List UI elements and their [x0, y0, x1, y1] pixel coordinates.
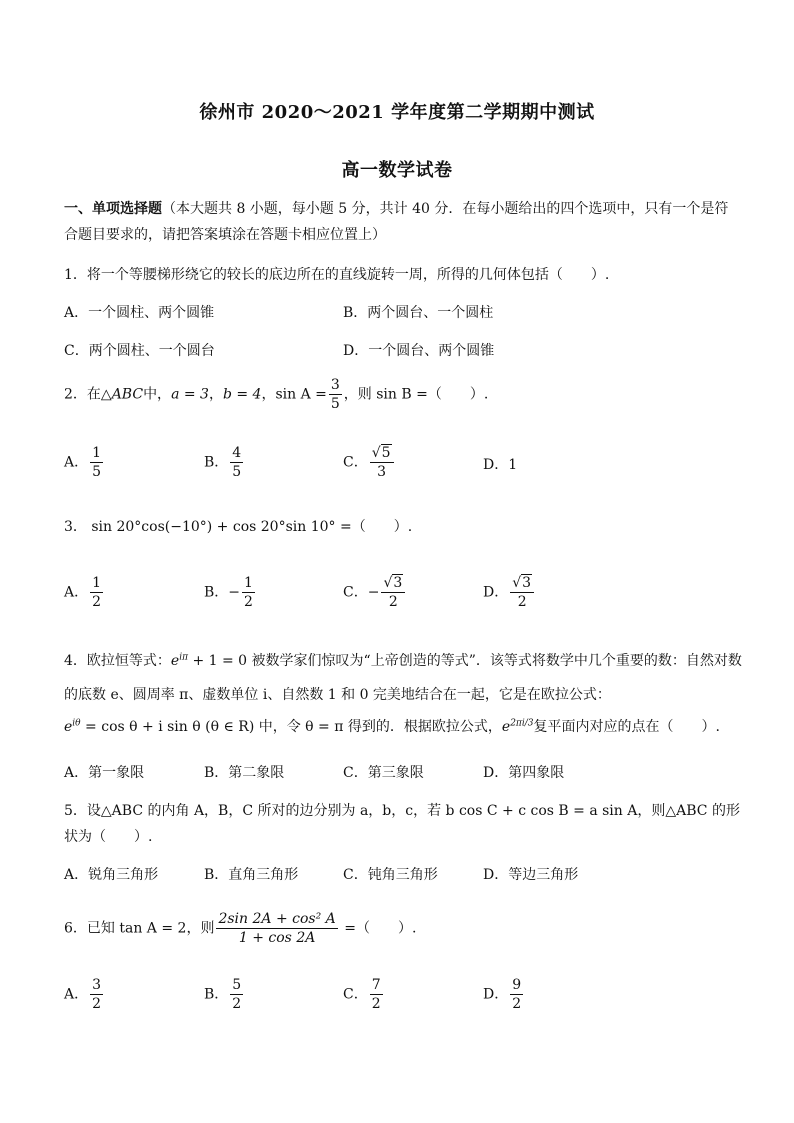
q3-stem: 3． sin 20°cos(−10°) + cos 20°sin 10° =（ ）. [64, 519, 413, 535]
q4-option-a: A．第一象限 [64, 765, 145, 781]
q3-a-den: 2 [92, 594, 102, 610]
exam-subtitle: 高一数学试卷 [341, 160, 453, 181]
q3-c-label: C． [343, 584, 368, 601]
q3-b-num: 1 [244, 575, 253, 591]
q1-stem: 1．将一个等腰梯形绕它的较长的底边所在的直线旋转一周，所得的几何体包括（ ）. [64, 267, 610, 283]
q6-d-num: 9 [512, 977, 522, 993]
q2-b-label: B． [204, 454, 229, 471]
q2-frac-num: 3 [330, 377, 340, 393]
q4-intro: 4．欧拉恒等式： [64, 653, 171, 669]
q6-d-frac [510, 976, 523, 1013]
section-instruction-text: （本大题共 8 小题，每小题 5 分，共计 40 分．在每小题给出的四个选项中，只有一个是符合题目要求的，请把答案填涂在答题卡相应位置上） [64, 201, 729, 243]
q3-b-label: B． [204, 584, 229, 601]
q4-euler-exp: iθ [72, 718, 81, 729]
q6-c-label: C． [343, 986, 368, 1003]
q2-c-rad: 5 [381, 445, 391, 461]
q6-c-num: 7 [371, 977, 381, 993]
q4-e-exp: iπ [179, 652, 189, 663]
q6-num: 2sin 2A + cos² A [218, 911, 336, 927]
q3-c-frac [381, 574, 405, 611]
q4-euler-formula: = cos θ + i sin θ (θ ∈ R) 中，令 θ = π 得到的．根据欧拉公式， [80, 719, 502, 735]
q6-a-den: 2 [92, 996, 102, 1012]
q6-fraction [216, 910, 337, 947]
q6-option-b [204, 976, 245, 1013]
q2-c-label: C． [343, 454, 368, 471]
q4-euler-e: e [64, 719, 73, 735]
q5-line-1: 5．设△ABC 的内角 A，B，C 所对的边分别为 a，b，c，若 b cos C + c cos B = a sin A，则△ABC 的形 [64, 803, 740, 819]
q2-fraction [329, 376, 342, 413]
q3-option-c [343, 574, 407, 611]
q2-a-den: 5 [92, 464, 102, 480]
q2-stem: 2．在△ABC中，a = 3，b = 4，sin A = $\frac{3}{5}$ ，则 sin B =（ ）. [64, 377, 489, 412]
q2-option-b [204, 444, 245, 481]
q3-d-frac [510, 574, 534, 611]
q4-e2: e [501, 719, 511, 735]
q6-post: =（ ）. [339, 920, 417, 937]
q2-b-num: 4 [232, 445, 242, 461]
q5-option-a: A．锐角三角形 [64, 867, 159, 883]
q6-stem [64, 910, 416, 947]
q4-option-b: B．第二象限 [204, 765, 285, 781]
q1-option-a: A．一个圆柱、两个圆锥 [64, 305, 215, 321]
q3-c-rad: 3 [393, 575, 403, 591]
q2-a-eq: a = 3 [171, 386, 209, 403]
q2-tail: ，则 sin B =（ ）. [343, 386, 489, 403]
q6-b-den: 2 [232, 996, 242, 1012]
q2-mid: 中， [143, 386, 172, 403]
q2-triangle: ABC [111, 386, 144, 403]
q2-a-num: 1 [92, 445, 102, 461]
section-heading: 一、单项选择题 [64, 201, 162, 217]
q4-line-1-text: + 1 = 0 被数学家们惊叹为“上帝创造的等式”．该等式将数学中几个重要的数：自然对数 [188, 653, 742, 669]
q6-option-a [64, 976, 105, 1013]
q3-c-num: √3 [383, 575, 403, 591]
q3-a-label: A． [64, 584, 89, 601]
q2-b-den: 5 [232, 464, 242, 480]
q4-line-3-tail: 复平面内对应的点在（ ）. [533, 719, 720, 735]
q6-d-label: D． [483, 986, 509, 1003]
q6-a-num: 3 [92, 977, 102, 993]
q5-option-c: C．钝角三角形 [343, 867, 438, 883]
q6-c-den: 2 [371, 996, 381, 1012]
q2-c-num: √5 [371, 445, 391, 461]
q3-d-den: 2 [510, 592, 534, 611]
q3-b-frac [242, 574, 255, 611]
q3-c-den: 2 [381, 592, 405, 611]
q5-option-b: B．直角三角形 [204, 867, 299, 883]
q6-d-den: 2 [512, 996, 522, 1012]
exam-title: 徐州市 2020～2021 学年度第二学期期中测试 [199, 102, 595, 123]
section-instructions [64, 196, 732, 248]
q3-option-a [64, 574, 105, 611]
q4-line-2: 的底数 e、圆周率 π、虚数单位 i、自然数 1 和 0 完美地结合在一起，它是在欧拉公式： [64, 687, 611, 703]
q2-c-den: 3 [370, 462, 394, 481]
q4-option-d: D．第四象限 [483, 765, 565, 781]
q6-b-frac [230, 976, 243, 1013]
q2-sinA: sin A = [275, 386, 327, 403]
q2-a-label: A． [64, 454, 89, 471]
q4-option-c: C．第三象限 [343, 765, 424, 781]
q3-b-sign: − [228, 584, 241, 601]
q3-d-num: √3 [512, 575, 532, 591]
q6-pre: 6．已知 tan A = 2，则 [64, 920, 215, 937]
q2-b-eq: b = 4 [222, 386, 262, 403]
q2-frac-den: 5 [330, 396, 340, 412]
q1-option-d: D．一个圆台、两个圆锥 [343, 343, 495, 359]
q2-c-frac [370, 444, 394, 481]
q1-option-c: C．两个圆柱、一个圆台 [64, 343, 215, 359]
q3-b-den: 2 [244, 594, 253, 610]
q4-line-1 [64, 650, 742, 670]
q6-a-frac [90, 976, 103, 1013]
q2-option-d: D．1 [483, 457, 518, 473]
q1-option-b: B．两个圆台、一个圆柱 [343, 305, 494, 321]
q6-b-num: 5 [232, 977, 242, 993]
q2-option-a [64, 444, 105, 481]
q4-e: e [170, 653, 180, 669]
q6-c-frac [370, 976, 383, 1013]
q6-b-label: B． [204, 986, 229, 1003]
q3-a-num: 1 [92, 575, 102, 591]
q2-a-frac [90, 444, 103, 481]
q5-line-2: 状为（ ）. [64, 829, 153, 845]
q3-d-label: D． [483, 584, 509, 601]
q3-option-d [483, 574, 536, 611]
q2-num: 2．在△ [64, 386, 112, 403]
q6-option-c [343, 976, 385, 1013]
q2-b-frac [230, 444, 243, 481]
q3-d-rad: 3 [522, 575, 532, 591]
q5-option-d: D．等边三角形 [483, 867, 579, 883]
q6-a-label: A． [64, 986, 89, 1003]
q3-option-b [204, 574, 257, 611]
q3-c-sign: − [367, 584, 380, 601]
q2-option-c [343, 444, 396, 481]
q6-option-d [483, 976, 525, 1013]
q3-a-frac [90, 574, 103, 611]
q6-den: 1 + cos 2A [216, 928, 337, 947]
q4-line-3 [64, 716, 720, 736]
q4-e2-exp: 2πi/3 [510, 718, 534, 729]
